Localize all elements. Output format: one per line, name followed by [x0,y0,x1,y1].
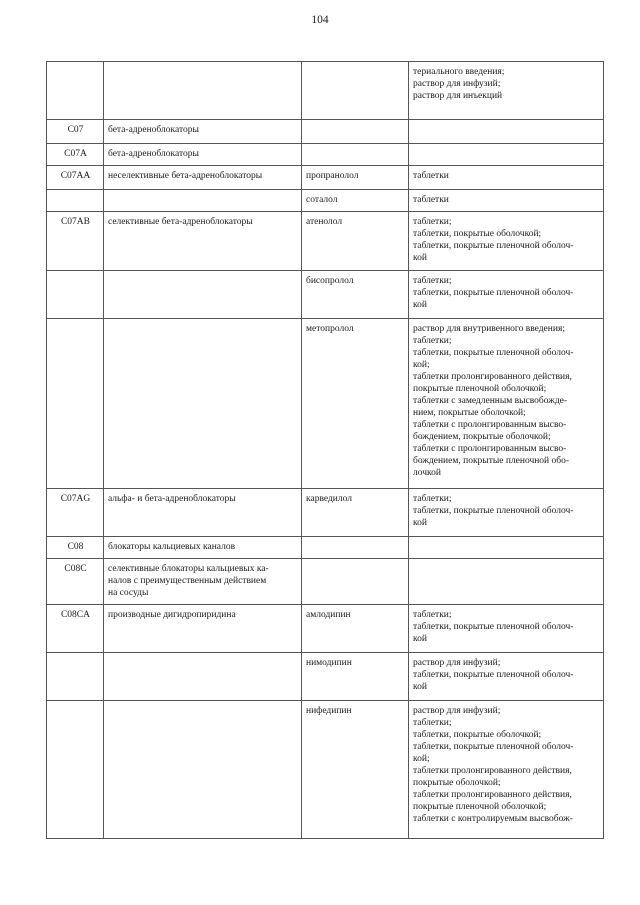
table-row [47,701,604,839]
atc-code-cell [47,271,104,319]
dosage-form-line: покрытые оболочкой; [413,778,501,788]
dosage-form-line: таблетки с пролонгированным высво- [413,420,567,430]
drug-name-cell [302,559,409,605]
group-name-cell [104,120,302,144]
group-name-cell [104,190,302,212]
drug-name-cell: метопролол [302,319,409,489]
group-name-line: селективные блокаторы кальциевых ка- [108,564,269,574]
dosage-form-line: таблетки с контролируемым высвобож- [413,814,573,824]
drug-name-cell [302,62,409,120]
dosage-form-line: таблетки, покрытые оболочкой; [413,229,542,239]
dosage-form-line: раствор для инфузий; [413,79,501,89]
dosage-forms-cell [409,537,604,559]
dosage-form-line: таблетки, покрытые пленочной оболоч- [413,348,574,358]
dosage-form-line: кой; [413,360,430,370]
dosage-form-line: кой [413,518,427,528]
group-name-line: блокаторы кальциевых каналов [108,542,236,552]
table-row [47,653,604,701]
dosage-form-line: лочкой [413,468,441,478]
atc-code-cell: C07AB [47,212,104,271]
drug-name-cell [302,120,409,144]
dosage-form-line: раствор для инъекций [413,91,503,101]
dosage-form-line: таблетки пролонгированного действия, [413,766,572,776]
dosage-forms-cell [409,489,604,537]
drug-name-cell [302,144,409,166]
dosage-form-line: таблетки, покрытые пленочной оболоч- [413,241,574,251]
dosage-form-line: покрытые пленочной оболочкой; [413,384,547,394]
dosage-form-line: таблетки; [413,336,452,346]
dosage-form-line: таблетки; [413,217,452,227]
group-name-cell [104,319,302,489]
group-name-cell [104,271,302,319]
dosage-form-line: таблетки [413,171,449,181]
table-row [47,537,604,559]
table-row [47,271,604,319]
atc-code-cell [47,319,104,489]
dosage-form-line: таблетки, покрытые пленочной оболоч- [413,670,574,680]
table-row [47,489,604,537]
dosage-form-line: бождением, покрытые оболочкой; [413,432,551,442]
atc-code-cell: C07A [47,144,104,166]
atc-code-cell [47,653,104,701]
dosage-form-line: раствор для инфузий; [413,706,501,716]
drug-name-cell: нимодипин [302,653,409,701]
group-name-line: на сосуды [108,588,149,598]
table-row [47,144,604,166]
dosage-form-line: бождением, покрытые пленочной обо- [413,456,570,466]
atc-code-cell [47,190,104,212]
group-name-cell [104,653,302,701]
drug-name-cell: бисопролол [302,271,409,319]
dosage-forms-cell [409,559,604,605]
group-name-cell [104,62,302,120]
dosage-form-line: таблетки с замедленным высвобожде- [413,396,568,406]
table-row [47,559,604,605]
table-row [47,319,604,489]
atc-code-cell [47,701,104,839]
dosage-forms-cell [409,653,604,701]
atc-code-cell: C08 [47,537,104,559]
drug-name-cell: амлодипин [302,605,409,653]
drug-name-cell [302,537,409,559]
dosage-form-line: таблетки; [413,276,452,286]
group-name-cell [104,144,302,166]
dosage-form-line: кой [413,300,427,310]
dosage-form-line: таблетки, покрытые пленочной оболоч- [413,622,574,632]
dosage-form-line: таблетки, покрытые пленочной оболоч- [413,288,574,298]
dosage-forms-cell [409,701,604,839]
dosage-forms-cell [409,120,604,144]
group-name-cell [104,559,302,605]
dosage-form-line: раствор для инфузий; [413,658,501,668]
dosage-form-line: таблетки с пролонгированным высво- [413,444,567,454]
group-name-cell [104,537,302,559]
dosage-form-line: покрытые пленочной оболочкой; [413,802,547,812]
dosage-form-line: кой [413,253,427,263]
dosage-form-line: таблетки; [413,718,452,728]
dosage-forms-cell [409,319,604,489]
group-name-line: альфа- и бета-адреноблокаторы [108,494,236,504]
page-number: 104 [311,14,329,26]
dosage-forms-cell [409,62,604,120]
table-body [47,62,604,839]
table-row [47,166,604,190]
group-name-cell [104,212,302,271]
group-name-cell [104,489,302,537]
group-name-cell [104,605,302,653]
table-row [47,212,604,271]
medication-table [46,61,604,839]
dosage-forms-cell [409,144,604,166]
table-row [47,62,604,120]
group-name-line: неселективные бета-адреноблокаторы [108,171,263,181]
atc-code-cell: C07AG [47,489,104,537]
atc-code-cell [47,62,104,120]
dosage-form-line: териального введения; [413,67,505,77]
dosage-form-line: таблетки пролонгированного действия, [413,372,572,382]
group-name-cell [104,701,302,839]
dosage-forms-cell [409,190,604,212]
dosage-form-line: таблетки [413,195,449,205]
dosage-form-line: таблетки пролонгированного действия, [413,790,572,800]
dosage-forms-cell [409,605,604,653]
dosage-forms-cell [409,271,604,319]
dosage-form-line: таблетки, покрытые пленочной оболоч- [413,506,574,516]
dosage-form-line: таблетки; [413,494,452,504]
group-name-line: бета-адреноблокаторы [108,125,199,135]
dosage-form-line: нием, покрытые оболочкой; [413,408,526,418]
dosage-form-line: таблетки, покрытые оболочкой; [413,730,542,740]
atc-code-cell: C07 [47,120,104,144]
dosage-form-line: кой [413,682,427,692]
drug-name-cell: карведилол [302,489,409,537]
dosage-form-line: таблетки; [413,610,452,620]
dosage-form-line: кой; [413,754,430,764]
group-name-line: селективные бета-адреноблокаторы [108,217,253,227]
table-row [47,605,604,653]
drug-name-cell: соталол [302,190,409,212]
dosage-form-line: раствор для внутривенного введения; [413,324,565,334]
group-name-line: налов с преимущественным действием [108,576,267,586]
drug-name-cell: атенолол [302,212,409,271]
dosage-form-line: кой [413,634,427,644]
group-name-cell [104,166,302,190]
drug-name-cell: пропранолол [302,166,409,190]
group-name-line: производные дигидропиридина [108,610,236,620]
dosage-form-line: таблетки, покрытые пленочной оболоч- [413,742,574,752]
table-row [47,190,604,212]
drug-name-cell: нифедипин [302,701,409,839]
table-row [47,120,604,144]
dosage-forms-cell [409,166,604,190]
group-name-line: бета-адреноблокаторы [108,149,199,159]
atc-code-cell: C08CA [47,605,104,653]
atc-code-cell: C07AA [47,166,104,190]
atc-code-cell: C08C [47,559,104,605]
dosage-forms-cell [409,212,604,271]
